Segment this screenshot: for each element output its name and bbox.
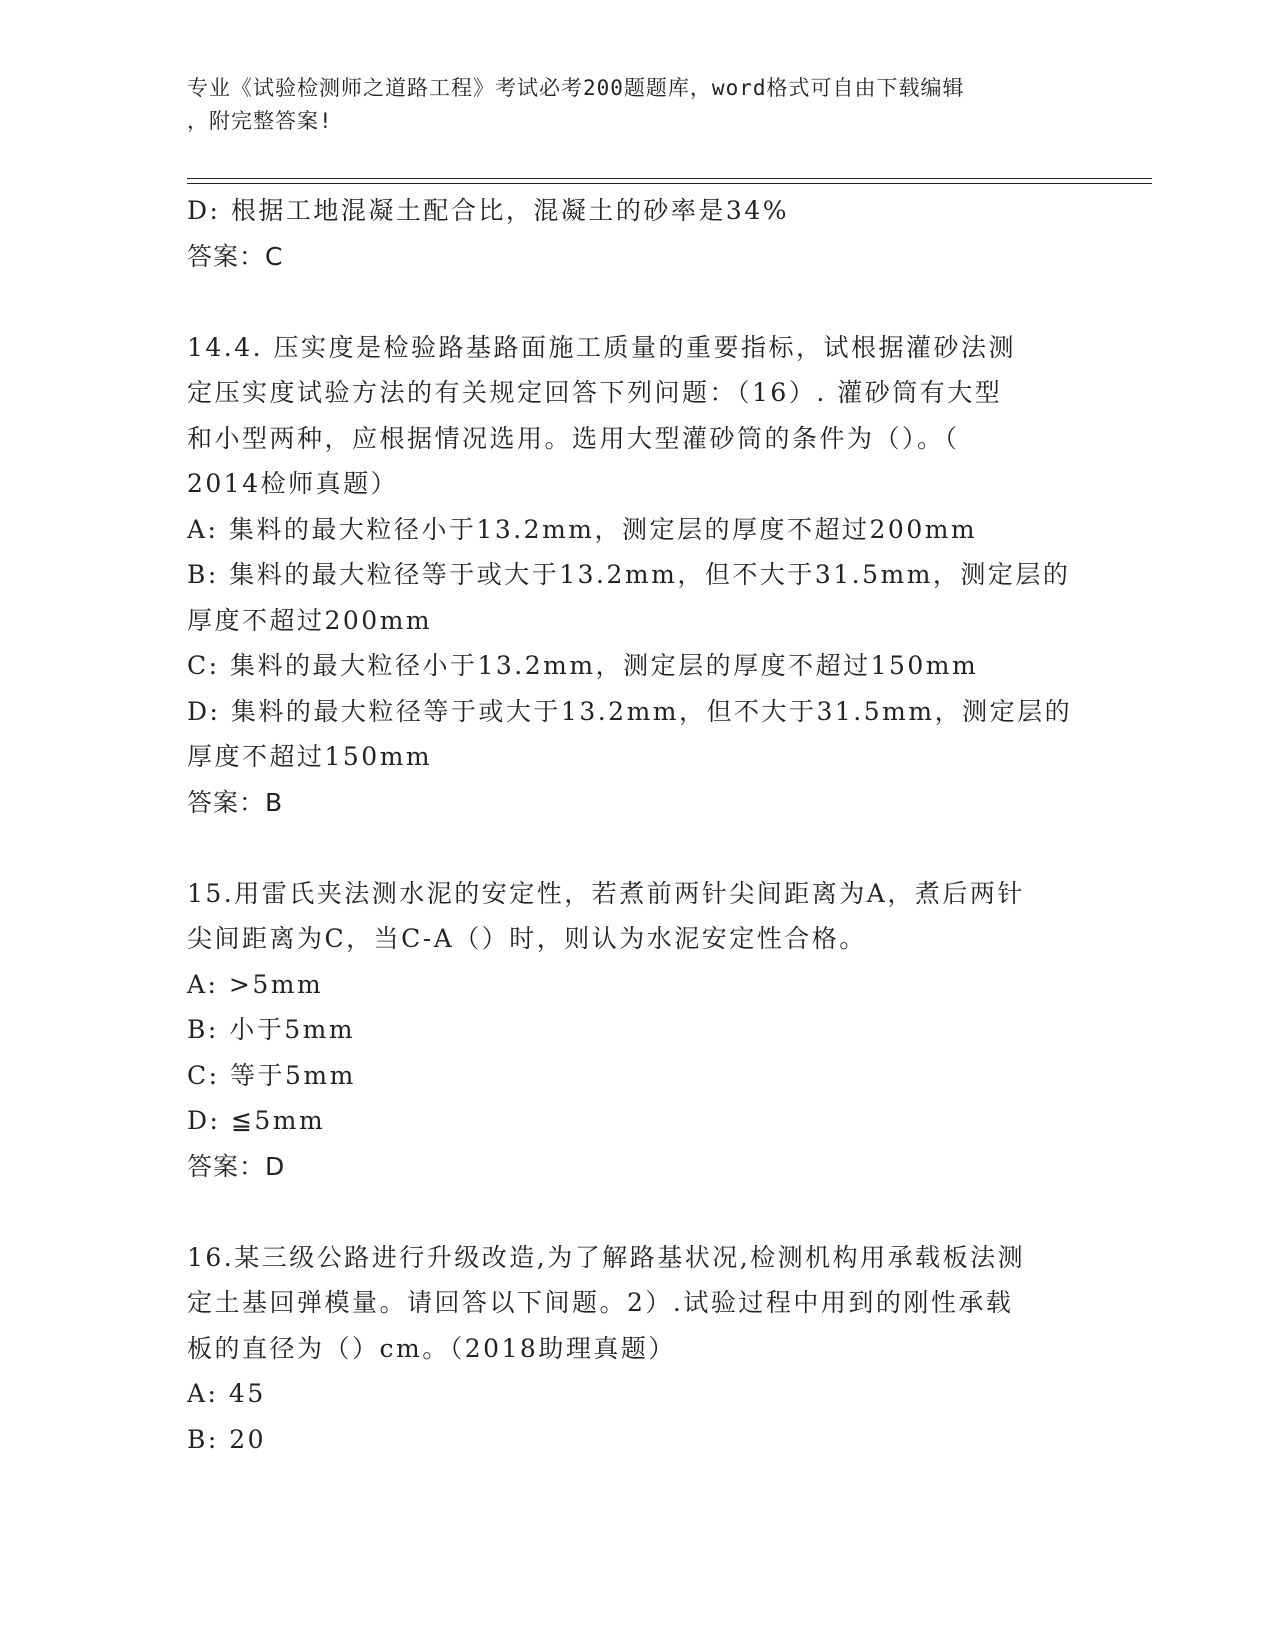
question-text-line: 板的直径为（）cm。（2018助理真题） [187,1333,676,1363]
question-13-tail [187,188,1087,279]
option-a: A: 集料的最大粒径小于13.2mm，测定层的厚度不超过200mm [187,514,978,544]
question-text-line: 定土基回弹模量。请回答以下间题。2）.试验过程中用到的刚性承载 [187,1288,1014,1317]
option-b: B: 小于5mm [187,1015,356,1044]
header-rule-bottom [187,183,1152,184]
answer-line: 答案：C [187,241,284,271]
option-c: C: 等于5mm [187,1060,356,1090]
question-16 [187,1235,1087,1463]
header-line-1: 专业《试验检测师之道路工程》考试必考200题题库，word格式可自由下载编辑 [187,76,965,100]
question-text-line: 16.某三级公路进行升级改造,为了解路基状况,检测机构用承载板法测 [187,1242,1026,1272]
option-b-continued: 厚度不超过200mm [187,605,433,635]
option-a: A: >5mm [187,969,324,999]
question-text-line: 定压实度试验方法的有关规定回答下列问题：（16）. 灌砂筒有大型 [187,378,1003,407]
document-header [187,72,1067,138]
question-text-line: 15.用雷氏夹法测水泥的安定性，若煮前两针尖间距离为A，煮后两针 [187,878,1025,908]
option-c: C: 集料的最大粒径小于13.2mm，测定层的厚度不超过150mm [187,651,979,680]
option-d: D: ≦5mm [187,1106,326,1135]
question-14 [187,325,1087,826]
spacer [187,1189,1087,1235]
option-b: B: 集料的最大粒径等于或大于13.2mm，但不大于31.5mm，测定层的 [187,560,1071,589]
question-15 [187,871,1087,1190]
question-text-line: 和小型两种，应根据情况选用。选用大型灌砂筒的条件为（）。（ [187,423,960,453]
header-rule-top [187,178,1152,179]
option-b: B: 20 [187,1424,267,1454]
spacer [187,279,1087,325]
spacer [187,825,1087,871]
option-d: D: 根据工地混凝土配合比，混凝土的砂率是34% [187,196,789,225]
header-line-2: ，附完整答案! [187,109,333,133]
answer-line: 答案：B [187,787,284,817]
option-a: A: 45 [187,1379,266,1408]
option-d-continued: 厚度不超过150mm [187,742,433,771]
question-text-line: 尖间距离为C，当C-A（）时，则认为水泥安定性合格。 [187,924,867,953]
question-content [187,188,1087,1462]
option-d: D: 集料的最大粒径等于或大于13.2mm，但不大于31.5mm，测定层的 [187,696,1073,726]
answer-line: 答案：D [187,1151,286,1181]
question-text-line: 2014检师真题） [187,469,399,498]
question-text-line: 14.4. 压实度是检验路基路面施工质量的重要指标，试根据灌砂法测 [187,332,1017,362]
